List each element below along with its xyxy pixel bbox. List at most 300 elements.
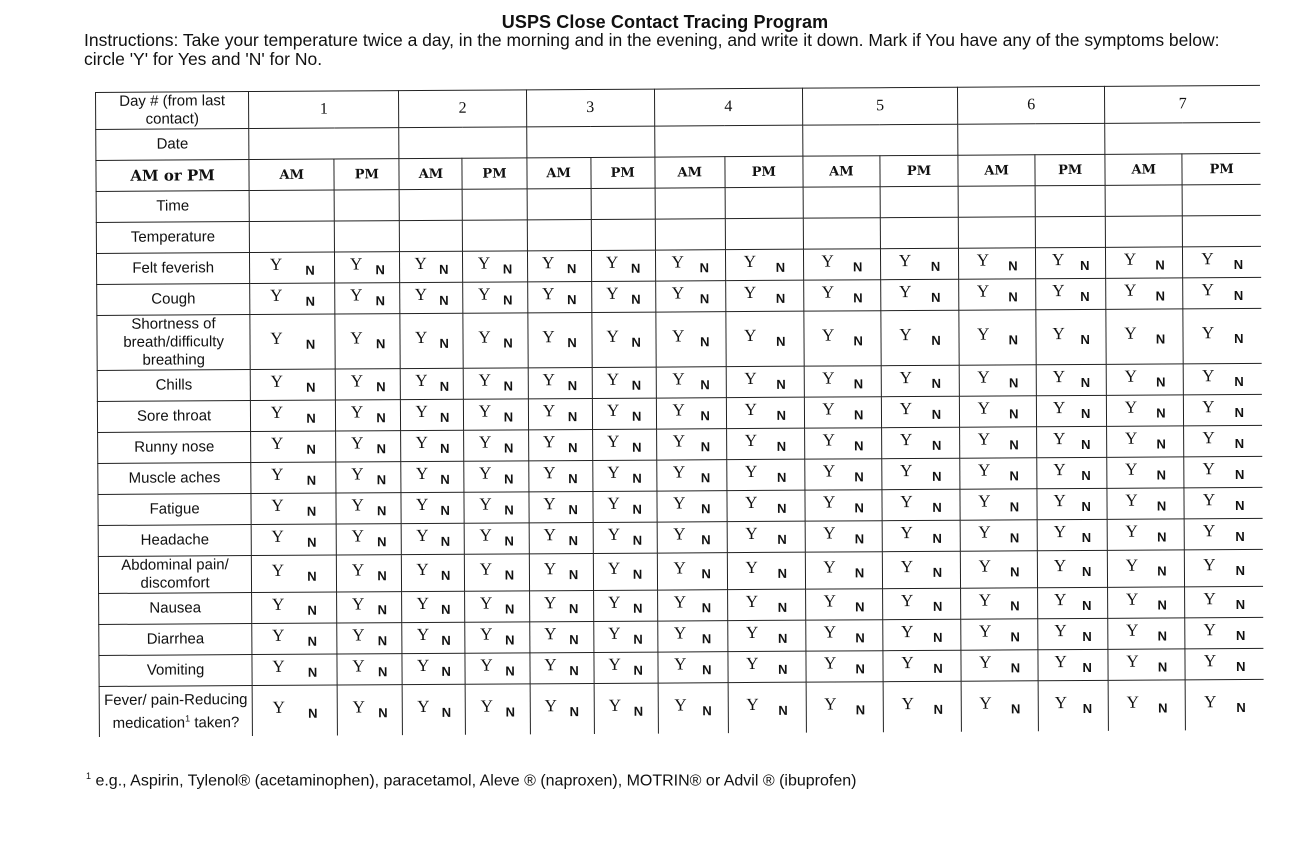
yes-option[interactable]: Y <box>899 399 913 419</box>
yes-option[interactable]: Y <box>1124 428 1138 448</box>
no-option[interactable]: N <box>306 472 317 488</box>
no-option[interactable]: N <box>701 630 712 646</box>
no-option[interactable]: N <box>1236 658 1246 674</box>
no-option[interactable]: N <box>503 408 514 425</box>
no-option[interactable]: N <box>1155 287 1165 304</box>
no-option[interactable]: N <box>1156 435 1166 452</box>
yes-option[interactable]: Y <box>351 464 364 484</box>
yes-option[interactable]: Y <box>823 653 837 673</box>
no-option[interactable]: N <box>1081 529 1092 545</box>
no-option[interactable]: N <box>1155 256 1165 273</box>
no-option[interactable]: N <box>567 439 578 455</box>
no-option[interactable]: N <box>502 260 513 277</box>
no-option[interactable]: N <box>505 703 516 720</box>
no-option[interactable]: N <box>568 470 578 486</box>
time-input-cell[interactable] <box>249 190 334 222</box>
no-option[interactable]: N <box>1080 405 1091 421</box>
no-option[interactable]: N <box>1009 405 1019 421</box>
yes-option[interactable]: Y <box>743 251 756 272</box>
no-option[interactable]: N <box>375 261 385 277</box>
no-option[interactable]: N <box>305 262 315 278</box>
no-option[interactable]: N <box>932 564 943 580</box>
yes-option[interactable]: Y <box>352 697 365 717</box>
yes-option[interactable]: Y <box>1124 323 1137 343</box>
yes-option[interactable]: Y <box>608 623 621 643</box>
no-option[interactable]: N <box>503 439 514 456</box>
no-option[interactable]: N <box>701 565 711 581</box>
yes-option[interactable]: Y <box>351 560 365 580</box>
yes-option[interactable]: Y <box>672 462 686 482</box>
yes-option[interactable]: Y <box>978 491 991 511</box>
yes-option[interactable]: Y <box>901 694 914 714</box>
temperature-input-cell[interactable] <box>527 219 591 250</box>
yes-option[interactable]: Y <box>822 492 836 512</box>
no-option[interactable]: N <box>701 531 711 547</box>
no-option[interactable]: N <box>632 532 643 548</box>
yes-option[interactable]: Y <box>822 368 835 388</box>
no-option[interactable]: N <box>631 408 642 424</box>
yes-option[interactable]: Y <box>607 493 620 513</box>
no-option[interactable]: N <box>699 290 710 306</box>
no-option[interactable]: N <box>378 704 388 720</box>
time-input-cell[interactable] <box>880 186 958 217</box>
yes-option[interactable]: Y <box>1126 651 1139 671</box>
yes-option[interactable]: Y <box>1125 490 1138 510</box>
yes-option[interactable]: Y <box>1125 521 1138 541</box>
yes-option[interactable]: Y <box>1053 429 1066 449</box>
no-option[interactable]: N <box>932 468 942 484</box>
no-option[interactable]: N <box>440 502 450 518</box>
yes-option[interactable]: Y <box>1201 323 1215 343</box>
yes-option[interactable]: Y <box>270 328 283 348</box>
yes-option[interactable]: Y <box>480 696 493 716</box>
yes-option[interactable]: Y <box>821 282 835 302</box>
no-option[interactable]: N <box>306 441 316 457</box>
no-option[interactable]: N <box>1009 467 1019 483</box>
yes-option[interactable]: Y <box>673 623 687 643</box>
no-option[interactable]: N <box>377 601 387 617</box>
time-input-cell[interactable] <box>334 190 399 221</box>
yes-option[interactable]: Y <box>270 402 284 422</box>
yes-option[interactable]: Y <box>543 525 556 545</box>
yes-option[interactable]: Y <box>477 284 491 304</box>
no-option[interactable]: N <box>1156 404 1166 421</box>
yes-option[interactable]: Y <box>1124 397 1138 417</box>
no-option[interactable]: N <box>932 598 943 614</box>
yes-option[interactable]: Y <box>1052 367 1066 387</box>
yes-option[interactable]: Y <box>607 524 621 544</box>
no-option[interactable]: N <box>1234 330 1244 346</box>
no-option[interactable]: N <box>1234 435 1245 451</box>
yes-option[interactable]: Y <box>744 399 757 420</box>
yes-option[interactable]: Y <box>1202 397 1215 417</box>
yes-option[interactable]: Y <box>978 621 992 641</box>
yes-option[interactable]: Y <box>417 696 430 717</box>
no-option[interactable]: N <box>377 533 387 549</box>
yes-option[interactable]: Y <box>541 253 555 273</box>
no-option[interactable]: N <box>778 702 788 718</box>
no-option[interactable]: N <box>854 530 865 546</box>
yes-option[interactable]: Y <box>607 462 620 482</box>
no-option[interactable]: N <box>855 701 866 717</box>
yes-option[interactable]: Y <box>1123 249 1137 269</box>
no-option[interactable]: N <box>439 409 450 425</box>
yes-option[interactable]: Y <box>479 559 493 579</box>
yes-option[interactable]: Y <box>1126 692 1139 712</box>
date-input-cell[interactable] <box>249 128 399 160</box>
no-option[interactable]: N <box>1082 628 1092 644</box>
yes-option[interactable]: Y <box>1201 280 1214 300</box>
yes-option[interactable]: Y <box>744 368 757 389</box>
no-option[interactable]: N <box>633 600 643 616</box>
yes-option[interactable]: Y <box>477 253 491 273</box>
yes-option[interactable]: Y <box>543 593 557 613</box>
no-option[interactable]: N <box>632 501 642 517</box>
yes-option[interactable]: Y <box>1052 324 1065 344</box>
temperature-input-cell[interactable] <box>958 217 1035 248</box>
no-option[interactable]: N <box>1080 288 1090 304</box>
no-option[interactable]: N <box>1008 331 1019 347</box>
no-option[interactable]: N <box>776 333 786 349</box>
yes-option[interactable]: Y <box>607 558 621 578</box>
yes-option[interactable]: Y <box>673 592 686 612</box>
yes-option[interactable]: Y <box>543 559 557 579</box>
no-option[interactable]: N <box>854 499 864 515</box>
temperature-input-cell[interactable] <box>880 217 958 248</box>
no-option[interactable]: N <box>1010 597 1020 613</box>
no-option[interactable]: N <box>505 662 515 679</box>
no-option[interactable]: N <box>1233 256 1244 272</box>
no-option[interactable]: N <box>306 503 317 519</box>
no-option[interactable]: N <box>854 437 864 453</box>
no-option[interactable]: N <box>1080 331 1090 347</box>
no-option[interactable]: N <box>776 407 787 423</box>
no-option[interactable]: N <box>377 632 388 648</box>
yes-option[interactable]: Y <box>745 622 759 643</box>
yes-option[interactable]: Y <box>478 401 492 421</box>
yes-option[interactable]: Y <box>822 461 836 481</box>
no-option[interactable]: N <box>933 629 943 645</box>
no-option[interactable]: N <box>504 600 515 617</box>
yes-option[interactable]: Y <box>1054 590 1067 610</box>
yes-option[interactable]: Y <box>746 653 759 674</box>
yes-option[interactable]: Y <box>415 494 429 515</box>
no-option[interactable]: N <box>1235 596 1246 612</box>
yes-option[interactable]: Y <box>899 430 913 450</box>
yes-option[interactable]: Y <box>351 526 364 546</box>
no-option[interactable]: N <box>1082 597 1092 613</box>
time-input-cell[interactable] <box>803 187 880 218</box>
yes-option[interactable]: Y <box>269 285 283 305</box>
yes-option[interactable]: Y <box>544 696 557 716</box>
temperature-input-cell[interactable] <box>803 218 880 249</box>
yes-option[interactable]: Y <box>542 370 555 390</box>
yes-option[interactable]: Y <box>746 694 759 715</box>
yes-option[interactable]: Y <box>823 591 836 611</box>
yes-option[interactable]: Y <box>415 370 428 391</box>
no-option[interactable]: N <box>307 602 317 618</box>
no-option[interactable]: N <box>441 704 452 720</box>
temperature-input-cell[interactable] <box>725 218 803 249</box>
yes-option[interactable]: Y <box>671 283 685 303</box>
temperature-input-cell[interactable] <box>400 220 463 251</box>
yes-option[interactable]: Y <box>1203 589 1216 609</box>
no-option[interactable]: N <box>503 291 513 308</box>
no-option[interactable]: N <box>1156 373 1166 390</box>
no-option[interactable]: N <box>775 290 786 306</box>
no-option[interactable]: N <box>778 661 788 677</box>
no-option[interactable]: N <box>700 469 711 485</box>
yes-option[interactable]: Y <box>608 592 621 612</box>
no-option[interactable]: N <box>377 567 387 583</box>
no-option[interactable]: N <box>376 409 386 425</box>
no-option[interactable]: N <box>377 663 388 679</box>
no-option[interactable]: N <box>1081 563 1092 579</box>
no-option[interactable]: N <box>307 534 317 550</box>
yes-option[interactable]: Y <box>350 433 364 453</box>
time-input-cell[interactable] <box>1105 185 1182 216</box>
yes-option[interactable]: Y <box>745 492 758 513</box>
no-option[interactable]: N <box>504 501 514 518</box>
no-option[interactable]: N <box>1233 287 1244 303</box>
date-input-cell[interactable] <box>958 123 1105 155</box>
no-option[interactable]: N <box>1081 467 1091 483</box>
no-option[interactable]: N <box>854 468 864 484</box>
yes-option[interactable]: Y <box>1054 652 1067 672</box>
no-option[interactable]: N <box>932 530 942 546</box>
no-option[interactable]: N <box>853 406 864 422</box>
no-option[interactable]: N <box>1009 498 1020 514</box>
yes-option[interactable]: Y <box>349 254 363 274</box>
yes-option[interactable]: Y <box>823 523 836 543</box>
yes-option[interactable]: Y <box>673 558 686 578</box>
yes-option[interactable]: Y <box>745 523 758 544</box>
no-option[interactable]: N <box>700 407 710 423</box>
yes-option[interactable]: Y <box>352 656 365 676</box>
temperature-input-cell[interactable] <box>1183 215 1261 246</box>
time-input-cell[interactable] <box>655 188 725 219</box>
no-option[interactable]: N <box>440 533 451 549</box>
no-option[interactable]: N <box>440 471 450 487</box>
no-option[interactable]: N <box>376 440 386 456</box>
no-option[interactable]: N <box>308 705 318 721</box>
no-option[interactable]: N <box>633 703 644 719</box>
time-input-cell[interactable] <box>591 188 655 219</box>
no-option[interactable]: N <box>440 567 451 583</box>
no-option[interactable]: N <box>504 566 515 583</box>
no-option[interactable]: N <box>1156 528 1167 545</box>
yes-option[interactable]: Y <box>271 560 285 580</box>
yes-option[interactable]: Y <box>608 695 622 715</box>
yes-option[interactable]: Y <box>270 433 284 453</box>
no-option[interactable]: N <box>702 702 712 718</box>
yes-option[interactable]: Y <box>415 401 428 422</box>
date-input-cell[interactable] <box>654 125 802 157</box>
yes-option[interactable]: Y <box>1202 459 1215 479</box>
no-option[interactable]: N <box>1157 596 1167 613</box>
yes-option[interactable]: Y <box>672 493 686 513</box>
no-option[interactable]: N <box>932 499 942 515</box>
yes-option[interactable]: Y <box>899 325 912 345</box>
yes-option[interactable]: Y <box>608 654 621 674</box>
no-option[interactable]: N <box>1081 436 1091 452</box>
yes-option[interactable]: Y <box>272 697 285 717</box>
temperature-input-cell[interactable] <box>1105 216 1182 247</box>
temperature-input-cell[interactable] <box>655 219 725 250</box>
no-option[interactable]: N <box>853 289 863 305</box>
no-option[interactable]: N <box>439 335 449 351</box>
no-option[interactable]: N <box>931 375 942 391</box>
yes-option[interactable]: Y <box>900 461 913 481</box>
no-option[interactable]: N <box>631 377 642 393</box>
no-option[interactable]: N <box>852 258 863 274</box>
yes-option[interactable]: Y <box>606 369 620 389</box>
no-option[interactable]: N <box>376 471 387 487</box>
no-option[interactable]: N <box>700 333 710 349</box>
yes-option[interactable]: Y <box>415 432 428 453</box>
yes-option[interactable]: Y <box>823 557 836 577</box>
time-input-cell[interactable] <box>1035 185 1105 216</box>
no-option[interactable]: N <box>777 599 788 615</box>
no-option[interactable]: N <box>305 293 316 309</box>
no-option[interactable]: N <box>307 633 318 649</box>
yes-option[interactable]: Y <box>744 325 757 346</box>
no-option[interactable]: N <box>1081 498 1091 514</box>
no-option[interactable]: N <box>1008 288 1018 304</box>
no-option[interactable]: N <box>569 662 579 678</box>
no-option[interactable]: N <box>631 291 641 307</box>
no-option[interactable]: N <box>931 332 941 348</box>
no-option[interactable]: N <box>777 500 787 516</box>
temperature-input-cell[interactable] <box>1035 216 1105 247</box>
yes-option[interactable]: Y <box>673 654 687 674</box>
yes-option[interactable]: Y <box>672 369 685 389</box>
yes-option[interactable]: Y <box>1053 491 1066 511</box>
yes-option[interactable]: Y <box>544 624 557 644</box>
no-option[interactable]: N <box>630 260 641 276</box>
no-option[interactable]: N <box>376 502 387 518</box>
yes-option[interactable]: Y <box>898 282 912 302</box>
yes-option[interactable]: Y <box>977 429 991 449</box>
yes-option[interactable]: Y <box>351 594 365 614</box>
no-option[interactable]: N <box>1009 529 1020 545</box>
temperature-input-cell[interactable] <box>463 220 527 251</box>
no-option[interactable]: N <box>1235 528 1245 544</box>
no-option[interactable]: N <box>1079 257 1090 273</box>
yes-option[interactable]: Y <box>823 622 837 642</box>
no-option[interactable]: N <box>566 260 577 276</box>
no-option[interactable]: N <box>441 632 451 648</box>
no-option[interactable]: N <box>1157 562 1167 579</box>
no-option[interactable]: N <box>439 378 450 394</box>
yes-option[interactable]: Y <box>350 285 363 305</box>
no-option[interactable]: N <box>503 377 514 394</box>
yes-option[interactable]: Y <box>479 463 492 483</box>
no-option[interactable]: N <box>931 406 942 422</box>
no-option[interactable]: N <box>441 601 451 617</box>
yes-option[interactable]: Y <box>605 252 619 272</box>
yes-option[interactable]: Y <box>745 591 759 612</box>
no-option[interactable]: N <box>931 437 942 453</box>
no-option[interactable]: N <box>633 631 643 647</box>
no-option[interactable]: N <box>1156 497 1167 514</box>
yes-option[interactable]: Y <box>672 400 685 420</box>
yes-option[interactable]: Y <box>543 463 556 483</box>
yes-option[interactable]: Y <box>900 523 913 543</box>
yes-option[interactable]: Y <box>542 401 556 421</box>
no-option[interactable]: N <box>853 375 864 391</box>
yes-option[interactable]: Y <box>269 254 283 274</box>
no-option[interactable]: N <box>1009 436 1019 452</box>
yes-option[interactable]: Y <box>672 431 686 451</box>
yes-option[interactable]: Y <box>1052 398 1066 418</box>
time-input-cell[interactable] <box>1182 184 1260 215</box>
no-option[interactable]: N <box>1234 404 1245 420</box>
yes-option[interactable]: Y <box>979 652 992 672</box>
no-option[interactable]: N <box>438 261 449 277</box>
yes-option[interactable]: Y <box>671 326 685 346</box>
no-option[interactable]: N <box>568 501 578 517</box>
yes-option[interactable]: Y <box>743 282 757 303</box>
no-option[interactable]: N <box>701 599 712 615</box>
no-option[interactable]: N <box>1235 497 1245 513</box>
yes-option[interactable]: Y <box>976 250 990 270</box>
no-option[interactable]: N <box>1156 466 1167 483</box>
yes-option[interactable]: Y <box>351 495 364 515</box>
no-option[interactable]: N <box>775 259 786 275</box>
yes-option[interactable]: Y <box>978 590 992 610</box>
yes-option[interactable]: Y <box>1203 692 1217 712</box>
date-input-cell[interactable] <box>803 124 958 156</box>
no-option[interactable]: N <box>855 598 865 614</box>
no-option[interactable]: N <box>306 379 316 395</box>
no-option[interactable]: N <box>375 335 386 351</box>
yes-option[interactable]: Y <box>671 252 684 272</box>
yes-option[interactable]: Y <box>350 371 363 391</box>
yes-option[interactable]: Y <box>1125 589 1139 609</box>
time-input-cell[interactable] <box>463 189 527 220</box>
no-option[interactable]: N <box>569 631 579 647</box>
yes-option[interactable]: Y <box>822 399 835 419</box>
time-input-cell[interactable] <box>399 189 462 220</box>
yes-option[interactable]: Y <box>271 594 285 614</box>
yes-option[interactable]: Y <box>979 693 992 713</box>
no-option[interactable]: N <box>1010 563 1020 579</box>
no-option[interactable]: N <box>375 292 386 308</box>
no-option[interactable]: N <box>1157 658 1168 675</box>
yes-option[interactable]: Y <box>1202 428 1215 448</box>
no-option[interactable]: N <box>1155 330 1166 347</box>
yes-option[interactable]: Y <box>416 655 430 676</box>
temperature-input-cell[interactable] <box>335 221 400 252</box>
yes-option[interactable]: Y <box>272 625 285 645</box>
no-option[interactable]: N <box>633 662 643 678</box>
no-option[interactable]: N <box>568 600 579 616</box>
yes-option[interactable]: Y <box>416 624 430 645</box>
yes-option[interactable]: Y <box>822 430 835 450</box>
yes-option[interactable]: Y <box>821 325 835 345</box>
yes-option[interactable]: Y <box>479 525 492 545</box>
no-option[interactable]: N <box>1008 374 1019 390</box>
yes-option[interactable]: Y <box>414 253 427 274</box>
no-option[interactable]: N <box>567 408 578 424</box>
no-option[interactable]: N <box>632 439 642 455</box>
date-input-cell[interactable] <box>526 126 654 158</box>
no-option[interactable]: N <box>930 258 941 274</box>
yes-option[interactable]: Y <box>542 327 555 347</box>
yes-option[interactable]: Y <box>1203 555 1216 575</box>
yes-option[interactable]: Y <box>745 557 758 578</box>
